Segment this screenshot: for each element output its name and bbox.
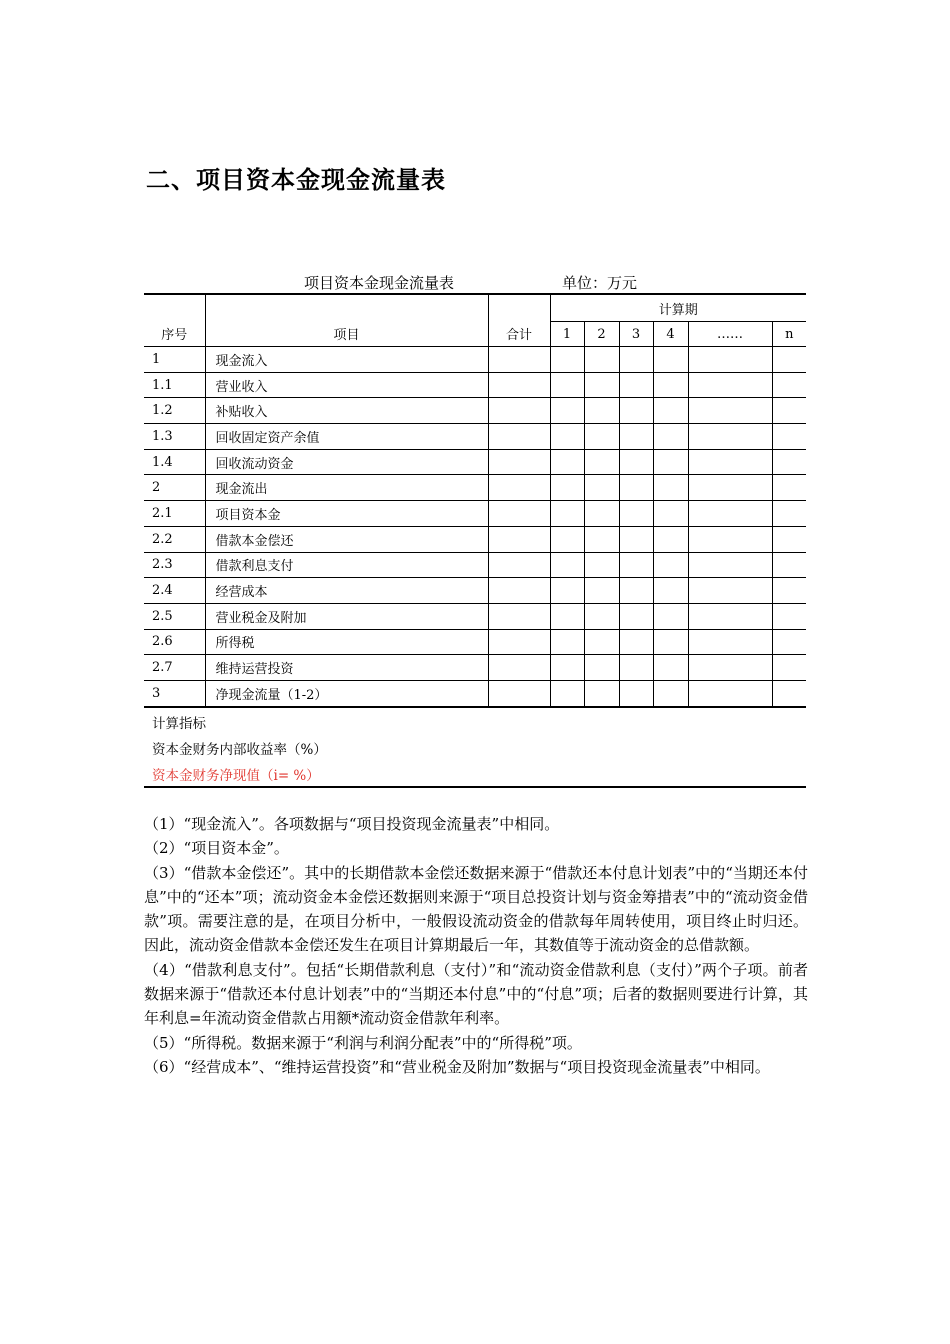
- table-row: [144, 475, 806, 501]
- table-cell: [584, 475, 619, 501]
- table-cell: [653, 424, 688, 450]
- table-cell: [619, 578, 653, 604]
- table-cell: [688, 578, 772, 604]
- table-cell: [653, 680, 688, 706]
- row-item: 项目资本金: [205, 501, 488, 527]
- table-cell: [619, 347, 653, 373]
- table-cell: [550, 655, 584, 681]
- table-cell: [488, 424, 550, 450]
- table-cell: [550, 347, 584, 373]
- row-item: 补贴收入: [205, 398, 488, 424]
- table-cell: [653, 398, 688, 424]
- table-cell: [772, 398, 806, 424]
- table-cell: [488, 372, 550, 398]
- table-cell: [653, 347, 688, 373]
- table-cell: [653, 629, 688, 655]
- table-cell: [688, 372, 772, 398]
- table-row: [144, 449, 806, 475]
- table-cell: [550, 526, 584, 552]
- row-seq: 1.4: [144, 449, 205, 475]
- row-seq: 1: [144, 347, 205, 373]
- table-cell: [584, 449, 619, 475]
- table-cell: [688, 526, 772, 552]
- table-cell: [772, 526, 806, 552]
- table-cell: [584, 398, 619, 424]
- table-cell: [488, 526, 550, 552]
- table-cell: [550, 372, 584, 398]
- header-period: 4: [653, 322, 688, 347]
- row-seq: 2.4: [144, 578, 205, 604]
- note-paragraph: （2）“项目资本金”。: [144, 839, 289, 858]
- table-cell: [772, 629, 806, 655]
- cash-flow-table: [144, 293, 806, 708]
- table-cell: [653, 578, 688, 604]
- row-seq: 1.3: [144, 424, 205, 450]
- table-cell: [584, 526, 619, 552]
- table-cell: [653, 526, 688, 552]
- table-caption: [144, 270, 806, 294]
- table-cell: [688, 347, 772, 373]
- table-cell: [619, 424, 653, 450]
- row-seq: 2.2: [144, 526, 205, 552]
- table-row: [144, 398, 806, 424]
- table-cell: [772, 578, 806, 604]
- row-item: 借款本金偿还: [205, 526, 488, 552]
- row-seq: 1.1: [144, 372, 205, 398]
- table-cell: [488, 552, 550, 578]
- table-cell: [584, 372, 619, 398]
- table-cell: [584, 552, 619, 578]
- row-item: 净现金流量（1-2）: [205, 680, 488, 706]
- table-cell: [584, 629, 619, 655]
- table-cell: [619, 526, 653, 552]
- row-item: 营业收入: [205, 372, 488, 398]
- table-cell: [619, 552, 653, 578]
- header-seq: 序号: [144, 294, 205, 347]
- row-item: 现金流入: [205, 347, 488, 373]
- table-cell: [619, 501, 653, 527]
- table-cell: [619, 603, 653, 629]
- row-item: 所得税: [205, 629, 488, 655]
- table-cell: [550, 629, 584, 655]
- row-seq: 3: [144, 680, 205, 706]
- header-period: 2: [584, 322, 619, 347]
- table-cell: [584, 655, 619, 681]
- row-seq: 2: [144, 475, 205, 501]
- table-body: [144, 347, 806, 707]
- table-cell: [488, 449, 550, 475]
- row-seq: 2.3: [144, 552, 205, 578]
- row-item: 维持运营投资: [205, 655, 488, 681]
- table-row: [144, 603, 806, 629]
- row-item: 营业税金及附加: [205, 603, 488, 629]
- table-cell: [772, 475, 806, 501]
- table-cell: [550, 552, 584, 578]
- table-cell: [772, 424, 806, 450]
- indicator-irr: 资本金财务内部收益率（%）: [152, 742, 327, 758]
- table-row: [144, 526, 806, 552]
- header-period: 1: [550, 322, 584, 347]
- table-cell: [550, 603, 584, 629]
- table-cell: [688, 501, 772, 527]
- table-row: [144, 372, 806, 398]
- row-seq: 2.5: [144, 603, 205, 629]
- table-cell: [584, 501, 619, 527]
- table-cell: [653, 449, 688, 475]
- row-seq: 2.7: [144, 655, 205, 681]
- table-cell: [688, 398, 772, 424]
- table-cell: [488, 603, 550, 629]
- table-cell: [488, 475, 550, 501]
- table-cell: [772, 449, 806, 475]
- table-cell: [772, 501, 806, 527]
- table-cell: [584, 424, 619, 450]
- table-cell: [488, 347, 550, 373]
- table-cell: [653, 475, 688, 501]
- table-cell: [550, 475, 584, 501]
- header-period: n: [772, 322, 806, 347]
- indicator-npv: 资本金财务净现值（i= %）: [152, 768, 320, 784]
- row-seq: 1.2: [144, 398, 205, 424]
- table-cell: [550, 424, 584, 450]
- table-cell: [688, 449, 772, 475]
- table-cell: [584, 578, 619, 604]
- table-cell: [488, 680, 550, 706]
- page-title: 二、项目资本金现金流量表: [146, 166, 446, 194]
- table-cell: [653, 655, 688, 681]
- table-row: [144, 655, 806, 681]
- header-period: ……: [688, 322, 772, 347]
- table-cell: [619, 680, 653, 706]
- table-row: [144, 424, 806, 450]
- note-paragraph: （4）“借款利息支付”。包括“长期借款利息（支付）”和“流动资金借款利息（支付）”两个子项。前者数据来源于“借款还本付息计划表”中的“当期还本付息”中的“付息”项；后者的数据则要进行计算，其年利息=年流动资金借款占用额*流动资金借款年利率。: [144, 960, 808, 1028]
- table-cell: [772, 603, 806, 629]
- header-period-group: 计算期: [550, 294, 806, 322]
- table-cell: [550, 398, 584, 424]
- table-row: [144, 629, 806, 655]
- table-cell: [488, 629, 550, 655]
- row-item: 回收流动资金: [205, 449, 488, 475]
- table-cell: [488, 398, 550, 424]
- table-cell: [619, 449, 653, 475]
- table-cell: [688, 680, 772, 706]
- header-item: 项目: [205, 294, 488, 347]
- header-row-1: [144, 294, 806, 322]
- table-cell: [584, 347, 619, 373]
- table-cell: [488, 578, 550, 604]
- row-item: 经营成本: [205, 578, 488, 604]
- indicators-block: [144, 708, 806, 788]
- table-row: [144, 578, 806, 604]
- table-cell: [653, 552, 688, 578]
- table-cell: [772, 372, 806, 398]
- table-cell: [653, 372, 688, 398]
- row-item: 现金流出: [205, 475, 488, 501]
- table-cell: [584, 603, 619, 629]
- row-seq: 2.6: [144, 629, 205, 655]
- table-cell: [619, 629, 653, 655]
- table-cell: [653, 603, 688, 629]
- table-row: [144, 501, 806, 527]
- table-cell: [688, 655, 772, 681]
- table-cell: [488, 501, 550, 527]
- row-item: 回收固定资产余值: [205, 424, 488, 450]
- table-cell: [653, 501, 688, 527]
- table-cell: [772, 347, 806, 373]
- table-cell: [772, 552, 806, 578]
- table-cell: [550, 680, 584, 706]
- header-total: 合计: [488, 294, 550, 347]
- row-item: 借款利息支付: [205, 552, 488, 578]
- table-cell: [619, 372, 653, 398]
- table-row: [144, 680, 806, 706]
- note-paragraph: （5）“所得税。数据来源于“利润与利润分配表”中的“所得税”项。: [144, 1033, 582, 1052]
- table-cell: [688, 552, 772, 578]
- indicators-title: 计算指标: [152, 716, 206, 732]
- header-period: 3: [619, 322, 653, 347]
- table-row: [144, 347, 806, 373]
- table-cell: [619, 475, 653, 501]
- table-cell: [688, 603, 772, 629]
- table-row: [144, 552, 806, 578]
- table-cell: [619, 655, 653, 681]
- table-cell: [688, 475, 772, 501]
- table-cell: [488, 655, 550, 681]
- note-paragraph: （1）“现金流入”。各项数据与“项目投资现金流量表”中相同。: [144, 815, 560, 833]
- table-cell: [550, 449, 584, 475]
- table-cell: [619, 398, 653, 424]
- notes-section: [144, 812, 808, 1079]
- table-cell: [772, 680, 806, 706]
- table-caption-title: 项目资本金现金流量表: [304, 274, 455, 292]
- table-unit: 单位：万元: [562, 274, 638, 292]
- note-paragraph: （6）“经营成本”、“维持运营投资”和“营业税金及附加”数据与“项目投资现金流量表”中相同。: [144, 1057, 770, 1076]
- row-seq: 2.1: [144, 501, 205, 527]
- table-cell: [688, 629, 772, 655]
- table-cell: [550, 578, 584, 604]
- table-cell: [584, 680, 619, 706]
- note-paragraph: （3）“借款本金偿还”。其中的长期借款本金偿还数据来源于“借款还本付息计划表”中的“当期还本付息”中的“还本”项；流动资金本金偿还数据则来源于“项目总投资计划与资金筹措表”中的“流动资金借款”项。需要注意的是，在项目分析中，一般假设流动资金的借款每年周转使用，项目终止时归还。因此，流动资金借款本金偿还发生在项目计算期最后一年，其数值等于流动资金的总借款额。: [144, 863, 808, 955]
- table-cell: [550, 501, 584, 527]
- table-cell: [688, 424, 772, 450]
- table-cell: [772, 655, 806, 681]
